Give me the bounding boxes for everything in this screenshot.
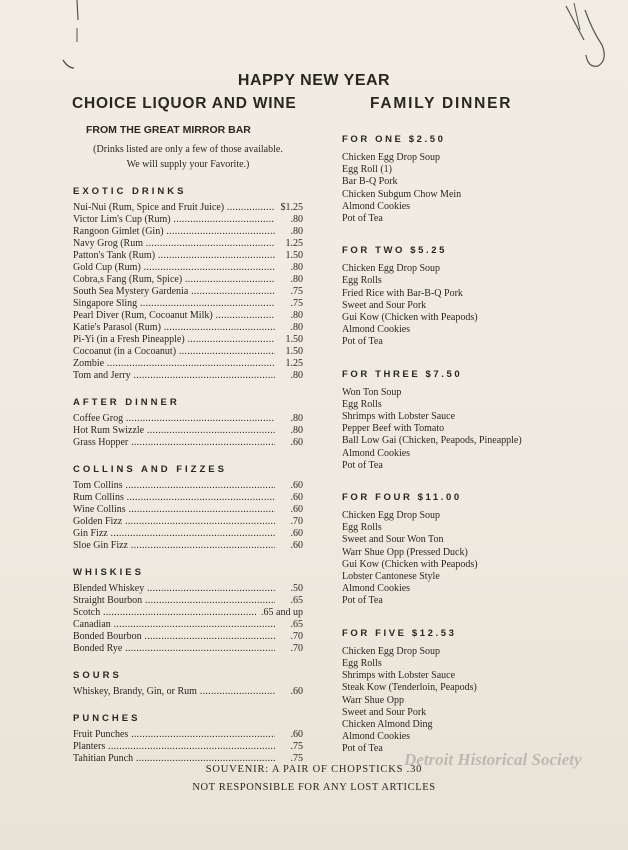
family-dinner-block	[342, 369, 572, 472]
drink-name: Sloe Gin Fizz .....	[73, 540, 275, 552]
drink-price: .75	[290, 753, 303, 764]
drink-name: Canadian .....	[73, 619, 275, 631]
drink-item	[73, 504, 303, 516]
drink-item	[73, 310, 303, 322]
drink-price: .60	[290, 480, 303, 491]
drink-price: .80	[290, 262, 303, 273]
drink-price: $1.25	[280, 202, 303, 213]
drink-price: .80	[290, 214, 303, 225]
drink-name: Straight Bourbon .....	[73, 595, 275, 607]
dish-item: Shrimps with Lobster Sauce	[342, 670, 456, 682]
drink-item	[73, 425, 303, 437]
drink-name: Wine Collins .....	[73, 504, 275, 516]
drink-price: .80	[290, 370, 303, 381]
drink-price: .75	[290, 286, 303, 297]
mirror-bar-subtitle: FROM THE GREAT MIRROR BAR	[86, 124, 251, 136]
drink-name: Grass Hopper .....	[73, 437, 275, 449]
drink-item	[73, 298, 303, 310]
liquor-header: CHOICE LIQUOR AND WINE	[72, 95, 297, 112]
dish-item: Egg Rolls	[342, 657, 382, 669]
dish-item: Gui Kow (Chicken with Peapods)	[342, 558, 478, 570]
dish-item: Ball Low Gai (Chicken, Peapods, Pineapple)	[342, 435, 522, 447]
dish-item: Warr Shue Opp	[342, 694, 404, 706]
dish-item: Almond Cookies	[342, 447, 411, 459]
drink-sections	[73, 186, 303, 765]
drink-item	[73, 492, 303, 504]
drink-item	[73, 413, 303, 425]
drink-price: .75	[290, 741, 303, 752]
drink-price: .70	[290, 516, 303, 527]
drink-item	[73, 583, 303, 595]
dish-item: Egg Rolls	[342, 275, 382, 287]
drink-item	[73, 480, 303, 492]
drink-name: Tom and Jerry .....	[73, 370, 275, 382]
family-dinner-block	[342, 492, 572, 608]
dish-item: Almond Cookies	[342, 731, 411, 743]
family-dinner-title: FOR TWO $5.25	[342, 245, 448, 257]
drink-item	[73, 631, 303, 643]
dish-item: Chicken Egg Drop Soup	[342, 510, 441, 522]
family-dinner-title: FOR ONE $2.50	[342, 134, 446, 145]
dish-item: Chicken Egg Drop Soup	[342, 645, 441, 657]
souvenir-line: SOUVENIR: A PAIR OF CHOPSTICKS .30	[205, 764, 423, 775]
drink-item	[73, 274, 303, 286]
watermark: Detroit Historical Society	[404, 750, 582, 769]
drink-item	[73, 643, 303, 655]
drink-price: .60	[290, 492, 303, 503]
drink-price: .80	[290, 425, 303, 436]
drink-item	[73, 741, 303, 753]
drink-item	[73, 595, 303, 607]
drink-price: .70	[290, 643, 303, 654]
notice-line: NOT RESPONSIBLE FOR ANY LOST ARTICLES	[192, 782, 436, 793]
drink-item	[73, 202, 303, 214]
drink-name: Katie's Parasol (Rum) .....	[73, 322, 275, 334]
dish-item: Steak Kow (Tenderloin, Peapods)	[342, 682, 477, 694]
dish-item: Lobster Cantonese Style	[342, 571, 440, 583]
drink-item	[73, 370, 303, 382]
drink-price: .60	[290, 528, 303, 539]
family-dinner-block	[342, 628, 572, 756]
drink-item	[73, 619, 303, 631]
dish-item: Pepper Beef with Tomato	[342, 423, 445, 435]
drink-name: Rum Collins .....	[73, 492, 275, 504]
dish-item: Pot of Tea	[342, 743, 383, 755]
drink-name: Nui-Nui (Rum, Spice and Fruit Juice) .....	[73, 202, 275, 214]
drink-name: South Sea Mystery Gardenia .....	[73, 286, 275, 298]
family-dinner-title: FOR THREE $7.50	[342, 368, 463, 380]
drink-item	[73, 250, 303, 262]
drink-item	[73, 214, 303, 226]
dish-item: Won Ton Soup	[342, 386, 402, 398]
drink-price: .80	[290, 310, 303, 321]
dish-item: Sweet and Sour Pork	[342, 299, 427, 311]
dish-item: Egg Rolls	[342, 522, 382, 534]
dish-item: Chicken Almond Ding	[342, 718, 433, 730]
drink-item	[73, 437, 303, 449]
drink-item	[73, 358, 303, 370]
dish-item: Chicken Egg Drop Soup	[342, 263, 441, 275]
dish-item: Egg Roll (1)	[342, 164, 392, 176]
drinks-column	[73, 124, 303, 765]
drink-name: Navy Grog (Rum .....	[73, 238, 275, 250]
drink-item	[73, 286, 303, 298]
drink-item	[73, 516, 303, 528]
drink-name: Hot Rum Swizzle .....	[73, 425, 275, 437]
drink-item	[73, 540, 303, 552]
drink-name: Cocoanut (in a Cocoanut) .....	[73, 346, 275, 358]
drink-item	[73, 346, 303, 358]
dish-item: Bar B-Q Pork	[342, 176, 398, 188]
dish-item: Pot of Tea	[342, 595, 383, 607]
drink-name: Bonded Rye .....	[73, 643, 275, 655]
drink-name: Singapore Sling .....	[73, 298, 275, 310]
dish-item: Egg Rolls	[342, 398, 382, 410]
family-dinner-column	[342, 134, 572, 776]
family-dinner-title: FOR FOUR $11.00	[342, 492, 462, 504]
drinks-note	[73, 142, 303, 172]
drink-name: Pearl Diver (Rum, Cocoanut Milk) .....	[73, 310, 275, 322]
drink-price: .65	[290, 595, 303, 606]
dish-item: Almond Cookies	[342, 324, 411, 336]
drink-name: Scotch .....	[73, 607, 257, 619]
drink-price: 1.50	[285, 346, 303, 357]
dish-item: Almond Cookies	[342, 583, 411, 595]
dish-item: Sweet and Sour Won Ton	[342, 534, 444, 546]
drink-item	[73, 686, 303, 698]
drink-name: Bonded Bourbon .....	[73, 631, 275, 643]
dish-item: Shrimps with Lobster Sauce	[342, 411, 456, 423]
drink-section-title: PUNCHES	[73, 713, 141, 724]
drink-item	[73, 607, 303, 619]
drink-price: 1.25	[285, 358, 303, 369]
drink-name: Fruit Punches .....	[73, 729, 275, 741]
drink-name: Pi-Yi (in a Fresh Pineapple) .....	[73, 334, 275, 346]
drink-price: 1.25	[285, 238, 303, 249]
family-dinner-title: FOR FIVE $12.53	[342, 627, 457, 639]
dish-item: Sweet and Sour Pork	[342, 706, 427, 718]
drink-price: .80	[290, 274, 303, 285]
drink-price: .60	[290, 504, 303, 515]
drink-item	[73, 729, 303, 741]
dish-item: Chicken Subgum Chow Mein	[342, 188, 462, 200]
drink-price: 1.50	[285, 334, 303, 345]
family-dinner-header: FAMILY DINNER	[370, 95, 513, 112]
drink-price: .75	[290, 298, 303, 309]
drink-name: Tahitian Punch .....	[73, 753, 275, 765]
drinks-note-line2: We will supply your Favorite.)	[126, 159, 250, 170]
drink-price: .70	[290, 631, 303, 642]
drink-name: Gin Fizz .....	[73, 528, 275, 540]
drink-section-title: AFTER DINNER	[73, 397, 180, 408]
dish-item: Pot of Tea	[342, 213, 383, 225]
drink-price: .60	[290, 540, 303, 551]
family-dinner-block	[342, 245, 572, 348]
dish-item: Pot of Tea	[342, 336, 383, 348]
drink-section-title: COLLINS AND FIZZES	[73, 464, 227, 475]
dish-item: Warr Shue Opp (Pressed Duck)	[342, 546, 468, 558]
drink-name: Blended Whiskey .....	[73, 583, 275, 595]
drink-section-title: WHISKIES	[73, 567, 144, 578]
dish-item: Chicken Egg Drop Soup	[342, 152, 441, 163]
drink-name: Gold Cup (Rum) .....	[73, 262, 275, 274]
dish-item: Fried Rice with Bar-B-Q Pork	[342, 287, 463, 299]
drink-section-title: SOURS	[73, 670, 122, 681]
drink-price: .80	[290, 322, 303, 333]
drink-item	[73, 334, 303, 346]
drink-name: Patton's Tank (Rum) .....	[73, 250, 275, 262]
drink-name: Golden Fizz .....	[73, 516, 275, 528]
drink-item	[73, 238, 303, 250]
drink-name: Tom Collins .....	[73, 480, 275, 492]
drink-item	[73, 528, 303, 540]
drink-name: Zombie .....	[73, 358, 275, 370]
drink-price: .80	[290, 413, 303, 424]
page-title: HAPPY NEW YEAR	[237, 72, 391, 89]
drink-price: .65	[290, 619, 303, 630]
drink-name: Coffee Grog .....	[73, 413, 275, 425]
drink-item	[73, 322, 303, 334]
drink-item	[73, 226, 303, 238]
drink-price: 1.50	[285, 250, 303, 261]
drink-name: Whiskey, Brandy, Gin, or Rum .....	[73, 686, 275, 698]
drink-name: Victor Lim's Cup (Rum) .....	[73, 214, 275, 226]
drink-section-title: EXOTIC DRINKS	[73, 186, 187, 197]
drink-price: .50	[290, 583, 303, 594]
drink-name: Rangoon Gimlet (Gin) .....	[73, 226, 275, 238]
dish-item: Gui Kow (Chicken with Peapods)	[342, 312, 478, 324]
drink-price: .60	[290, 437, 303, 448]
drink-price: .80	[290, 226, 303, 237]
drink-item	[73, 262, 303, 274]
drink-price: .60	[290, 686, 303, 697]
family-dinner-block	[342, 134, 572, 225]
drink-name: Planters .....	[73, 741, 275, 753]
drink-price: .60	[290, 729, 303, 740]
dish-item: Almond Cookies	[342, 200, 411, 212]
drink-price: .65 and up	[261, 607, 303, 618]
drinks-note-line1: (Drinks listed are only a few of those available.	[93, 144, 283, 155]
drink-name: Cobra,s Fang (Rum, Spice) .....	[73, 274, 275, 286]
dish-item: Pot of Tea	[342, 459, 383, 471]
